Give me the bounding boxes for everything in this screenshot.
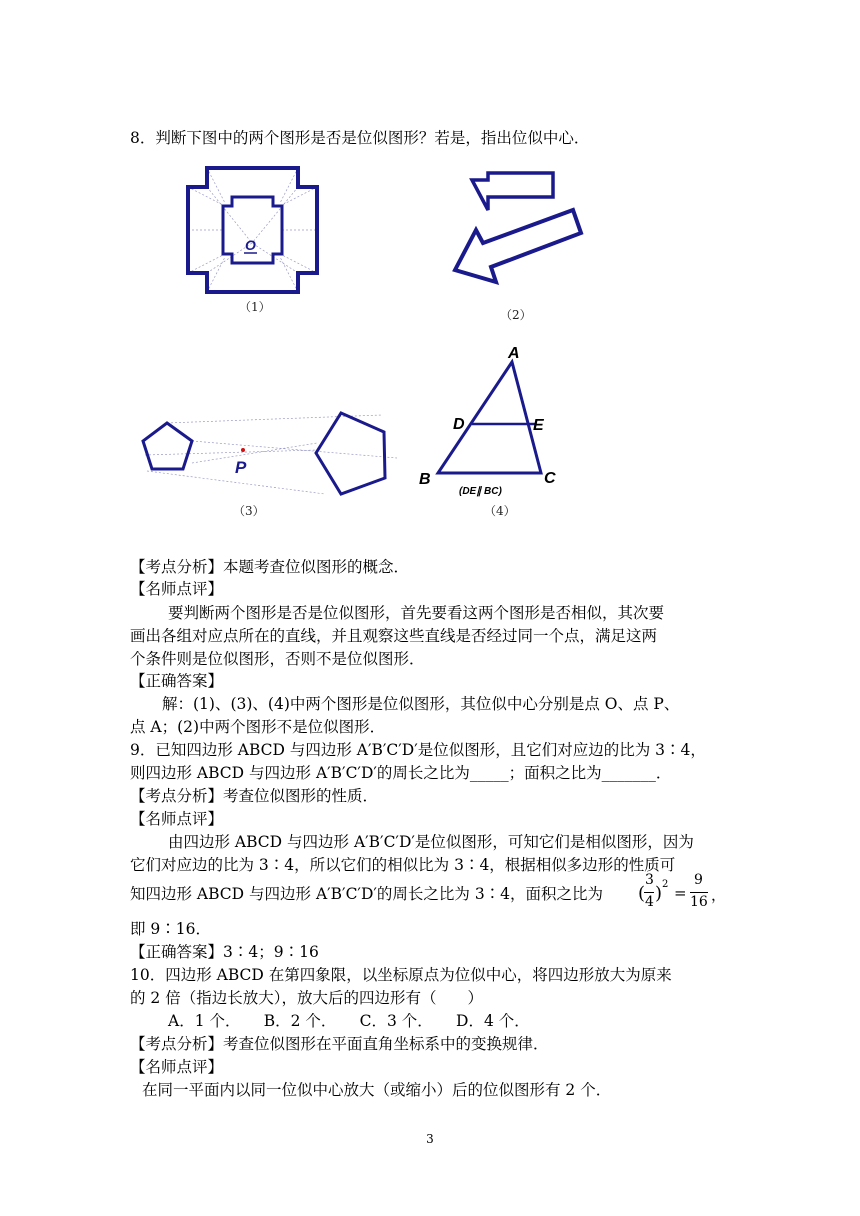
q9-review-line: 由四边形 ABCD 与四边形 A′B′C′D′是位似图形，可知它们是相似图形，因为 <box>168 833 694 851</box>
q9-review-line: 它们对应边的比为 3∶4，所以它们的相似比为 3∶4，根据相似多边形的性质可 <box>130 856 676 874</box>
q8-answer-line: 点 A；(2)中两个图形不是位似图形． <box>130 718 386 736</box>
area-ratio-formula: ( 3 4 ) 2 = 9 16 ， <box>638 872 727 910</box>
figure-4-caption: （4） <box>484 504 516 518</box>
point-p-label: P <box>235 458 247 477</box>
svg-text:E: E <box>533 417 544 434</box>
svg-text:B: B <box>419 471 431 488</box>
q8-review-line: 画出各组对应点所在的直线，并且观察这些直线是否经过同一个点，满足这两 <box>130 627 658 645</box>
small-pentagon <box>143 423 192 469</box>
figure-3-caption: （3） <box>233 504 265 518</box>
q9-text: 则四边形 ABCD 与四边形 A′B′C′D′的周长之比为_____；面积之比为_______． <box>130 764 672 782</box>
q9-analysis: 【考点分析】考查位似图形的性质． <box>130 787 379 805</box>
q10-options: A．1 个． B．2 个． C．3 个． D．4 个． <box>168 1012 530 1030</box>
figure-3 <box>135 405 405 500</box>
point-p <box>241 448 245 452</box>
page-number: 3 <box>426 1132 434 1146</box>
svg-text:A: A <box>508 345 520 362</box>
q9-review-line: 知四边形 ABCD 与四边形 A′B′C′D′的周长之比为 3∶4，面积之比为 <box>130 885 604 903</box>
large-pentagon <box>316 413 385 494</box>
q8-answer-line: 解：(1)、(3)、(4)中两个图形是位似图形，其位似中心分别是点 O、点 P、 <box>162 695 680 713</box>
figure-2-caption: （2） <box>500 308 532 322</box>
large-arrow <box>455 210 581 282</box>
q8-review-heading: 【名师点评】 <box>130 580 224 598</box>
figure-1 <box>185 165 320 295</box>
q10-review-line: 在同一平面内以同一位似中心放大（或缩小）后的位似图形有 2 个． <box>142 1081 612 1099</box>
svg-text:D: D <box>453 416 465 433</box>
q9-review-heading: 【名师点评】 <box>130 810 224 828</box>
q10-text: 的 2 倍（指边长放大），放大后的四边形有（ ） <box>130 989 483 1007</box>
q8-review-line: 要判断两个图形是否是位似图形，首先要看这两个图形是否相似，其次要 <box>168 604 665 622</box>
q9-review-line: 即 9∶16． <box>130 920 212 938</box>
point-o-label: O <box>245 237 256 253</box>
q10-review-heading: 【名师点评】 <box>130 1058 224 1076</box>
outer-cross <box>188 168 317 292</box>
q8-review-line: 个条件则是位似图形，否则不是位似图形． <box>130 650 425 668</box>
q8-analysis: 【考点分析】本题考查位似图形的概念． <box>130 558 410 576</box>
q10-text: 10．四边形 ABCD 在第四象限，以坐标原点为位似中心，将四边形放大为原来 <box>130 966 672 984</box>
figure-1-caption: （1） <box>239 300 271 314</box>
q8-answer-heading: 【正确答案】 <box>130 672 224 690</box>
svg-text:C: C <box>544 470 556 487</box>
parallel-note: (DE∥ BC) <box>459 486 502 497</box>
figure-2 <box>448 170 588 295</box>
figure-4 <box>415 340 565 500</box>
q9-answer: 【正确答案】3∶4；9∶16 <box>130 943 319 961</box>
q10-analysis: 【考点分析】考查位似图形在平面直角坐标系中的变换规律． <box>130 1035 549 1053</box>
small-arrow <box>472 173 553 210</box>
question-8-title: 8．判断下图中的两个图形是否是位似图形？若是，指出位似中心． <box>130 129 590 147</box>
q9-text: 9．已知四边形 ABCD 与四边形 A′B′C′D′是位似图形，且它们对应边的比为 3∶4， <box>130 741 706 759</box>
